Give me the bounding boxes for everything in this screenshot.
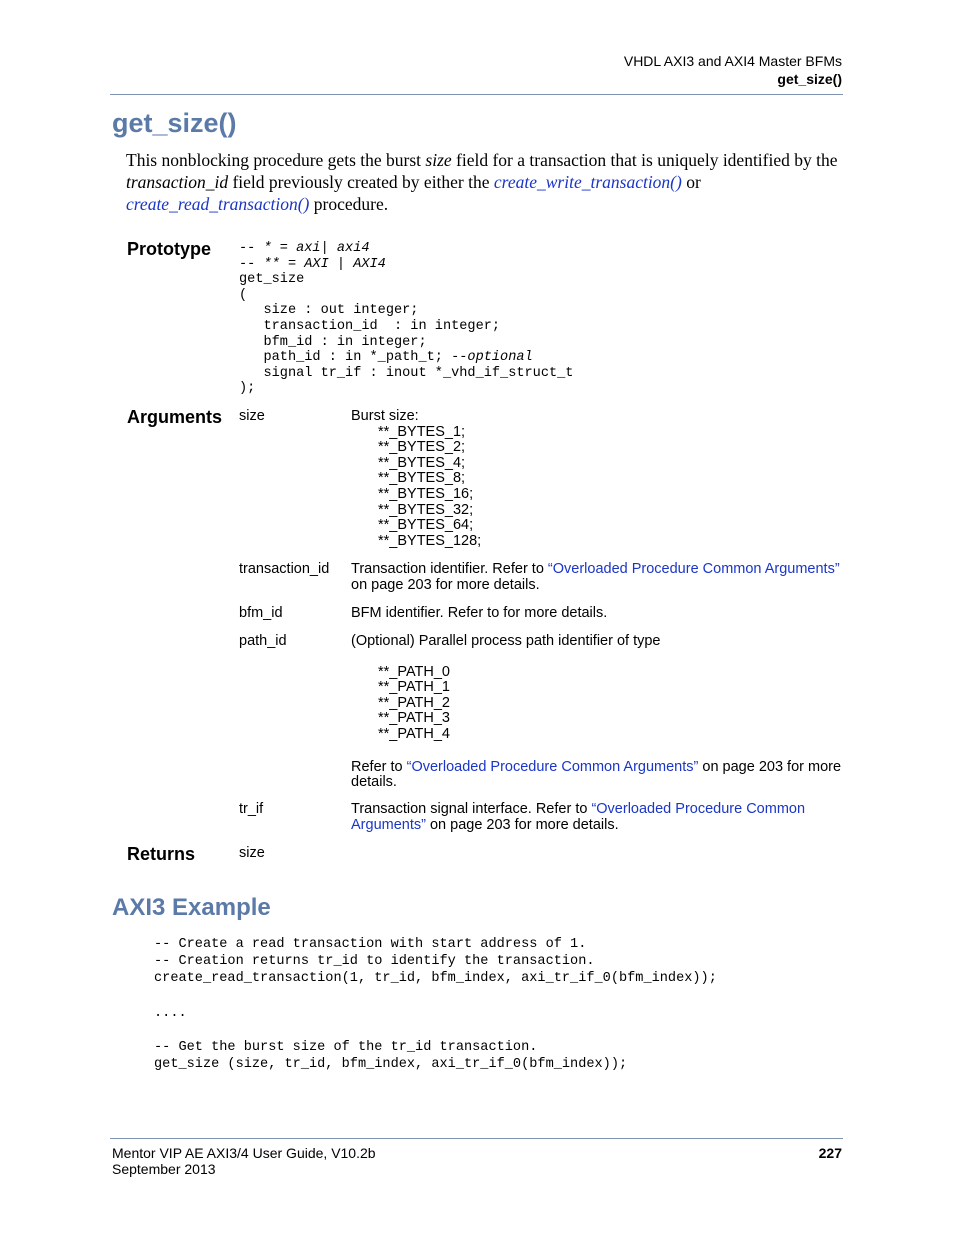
footer-date: September 2013 bbox=[112, 1161, 216, 1177]
footer-rule bbox=[110, 1138, 843, 1139]
intro-paragraph: This nonblocking procedure gets the burst size field for a transaction that is uniquely identified by the transaction_id field previously created by either the create_write_transaction() or create_read_transaction() procedure. bbox=[126, 150, 838, 214]
prototype-code: -- * = axi| axi4 -- ** = AXI | AXI4 get_size ( size : out integer; transaction_id : in integer; bfm_id : in integer; path_id : in *_path_t; --optional signal tr_if : inout *_vhd_if_struct_t ); bbox=[239, 241, 574, 397]
returns-value: size bbox=[239, 845, 265, 861]
footer-info bbox=[112, 1145, 376, 1177]
header-subtitle: get_size() bbox=[777, 71, 842, 87]
page-number: 227 bbox=[818, 1145, 842, 1161]
arg-bfm-id-name: bfm_id bbox=[239, 605, 283, 621]
arg-size-name: size bbox=[239, 408, 265, 424]
arg-path-id-name: path_id bbox=[239, 633, 287, 649]
arguments-label: Arguments bbox=[127, 407, 223, 427]
arg-tr-if-desc: Transaction signal interface. Refer to “Overloaded Procedure Common Arguments” on page 203 for more details. bbox=[351, 801, 806, 833]
header-rule bbox=[110, 94, 843, 95]
overloaded-args-link[interactable]: “Overloaded Procedure Common Arguments” bbox=[351, 801, 806, 833]
overloaded-args-link[interactable]: “Overloaded Procedure Common Arguments” bbox=[406, 758, 699, 775]
running-header bbox=[624, 52, 842, 88]
arg-bfm-id-desc: BFM identifier. Refer to for more details. bbox=[351, 605, 608, 621]
arg-path-id-desc: (Optional) Parallel process path identifier of type **_PATH_0 **_PATH_1 **_PATH_2 **_PATH_3 **_PATH_4 Refer to “Overloaded Procedure Common Arguments” on page 203 for more details. bbox=[351, 633, 842, 791]
example-code: -- Create a read transaction with start address of 1. -- Creation returns tr_id to identify the transaction. create_read_transaction(1, tr_id, bfm_index, axi_tr_if_0(bfm_index)); .... -- Get the burst size of the tr_id transaction. get_size (size, tr_id, bfm_index, axi_tr_if_0(bfm_index)); bbox=[154, 937, 717, 1073]
arg-transaction-id-desc: Transaction identifier. Refer to “Overloaded Procedure Common Arguments” on page 203 for more details. bbox=[351, 561, 840, 593]
arg-tr-if-name: tr_if bbox=[239, 801, 264, 817]
footer-guide: Mentor VIP AE AXI3/4 User Guide, V10.2b bbox=[112, 1145, 376, 1161]
create-read-transaction-link[interactable]: create_read_transaction() bbox=[126, 194, 310, 214]
arg-transaction-id-name: transaction_id bbox=[239, 561, 330, 577]
prototype-label: Prototype bbox=[127, 239, 212, 259]
arg-size-desc: Burst size: **_BYTES_1; **_BYTES_2; **_BYTES_4; **_BYTES_8; **_BYTES_16; **_BYTES_32; **_BYTES_64; **_BYTES_128; bbox=[351, 408, 482, 549]
header-title: VHDL AXI3 and AXI4 Master BFMs bbox=[623, 53, 842, 69]
returns-label: Returns bbox=[127, 844, 196, 864]
example-heading: AXI3 Example bbox=[112, 894, 271, 921]
overloaded-args-link[interactable]: “Overloaded Procedure Common Arguments” bbox=[547, 561, 840, 577]
page-title: get_size() bbox=[112, 108, 237, 138]
create-write-transaction-link[interactable]: create_write_transaction() bbox=[493, 172, 682, 192]
